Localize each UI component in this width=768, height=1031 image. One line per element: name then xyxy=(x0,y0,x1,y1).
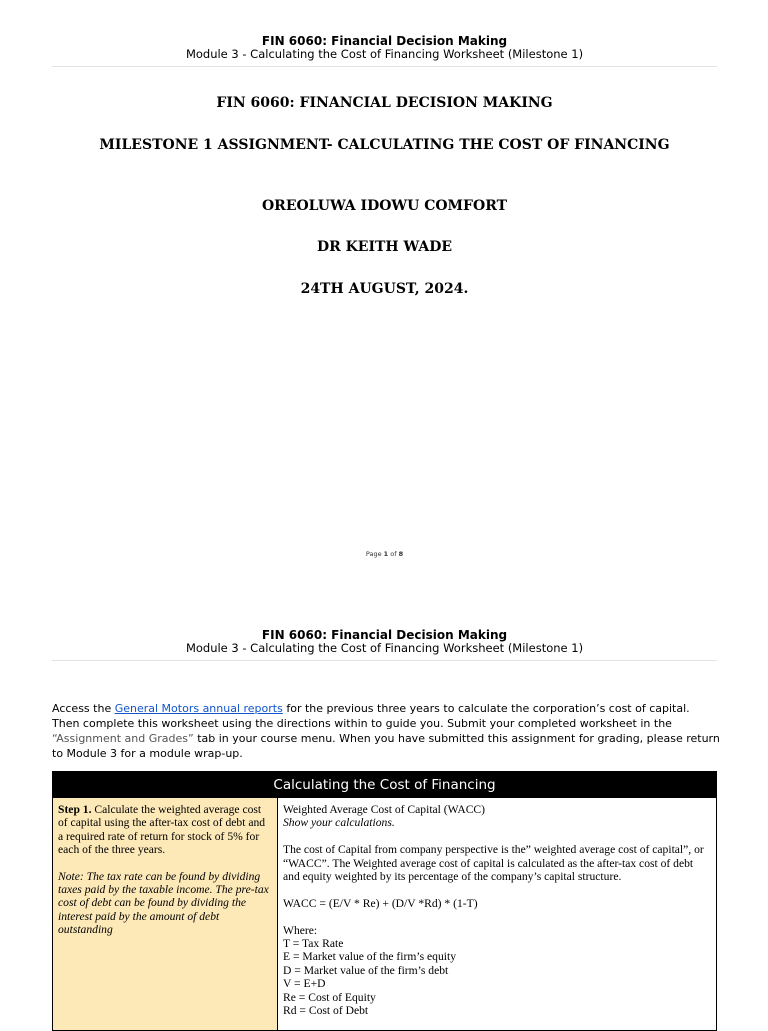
header-title: FIN 6060: Financial Decision Making xyxy=(261,628,508,642)
definition-item: E = Market value of the firm’s equity xyxy=(283,950,456,964)
step-1-note-text: Note: The tax rate can be found by dividing taxes paid by the taxable income. The pre-tax cost of debt can be found by dividing the interest paid by the amount of debt outstanding xyxy=(58,869,269,937)
definition-item: T = Tax Rate xyxy=(283,937,344,951)
header-divider xyxy=(52,66,717,67)
cover-course-title: FIN 6060: FINANCIAL DECISION MAKING xyxy=(216,95,553,111)
step-1-text: Calculate the weighted average cost of capital using the after-tax cost of debt and a required rate of return for stock of 5% for each of the three years. xyxy=(58,803,266,857)
cover-author-name: OREOLUWA IDOWU COMFORT xyxy=(261,198,507,214)
step-instruction-cell xyxy=(53,798,278,1031)
page-number-prefix: Page xyxy=(365,550,384,558)
assignment-grades-tab-name: “Assignment and Grades” xyxy=(52,732,194,745)
intro-text-middle: for the previous three years to calculate the corporation’s cost of capital. Then complete this worksheet using the directions within to guide you. Submit your completed worksheet in the xyxy=(52,702,690,730)
step-1-instruction xyxy=(58,803,272,857)
gm-annual-reports-link[interactable]: General Motors annual reports xyxy=(114,702,283,715)
intro-text-start: Access the xyxy=(52,702,115,715)
show-calculations-text: Show your calculations. xyxy=(283,816,395,830)
cover-date: 24TH AUGUST, 2024. xyxy=(300,281,469,297)
show-calculations-prompt xyxy=(283,816,711,829)
definition-item: Re = Cost of Equity xyxy=(283,990,376,1004)
table-row xyxy=(53,798,716,1031)
header-subtitle: Module 3 - Calculating the Cost of Financing Worksheet (Milestone 1) xyxy=(185,641,584,655)
where-label: Where: xyxy=(283,923,318,937)
definition-item: Rd = Cost of Debt xyxy=(283,1004,369,1018)
wacc-explanation: The cost of Capital from company perspective is the” weighted average cost of capital”, or “WACC”. The Weighted average cost of capital is calculated as the after-tax cost of debt and equity weighted by its percentage of the company’s capital structure. xyxy=(283,843,704,884)
cover-assignment-title: MILESTONE 1 ASSIGNMENT- CALCULATING THE COST OF FINANCING xyxy=(99,137,670,153)
spacer xyxy=(283,883,711,896)
spacer xyxy=(283,830,711,843)
definition-item: D = Market value of the firm’s debt xyxy=(283,963,449,977)
definition-item: V = E+D xyxy=(283,977,326,991)
step-1-note xyxy=(58,870,272,937)
wacc-formula: WACC = (E/V * Re) + (D/V *Rd) * (1-T) xyxy=(283,896,478,910)
header-title: FIN 6060: Financial Decision Making xyxy=(261,34,508,48)
page-number-total: 8 xyxy=(398,550,404,558)
step-1-label: Step 1. xyxy=(58,803,92,816)
page-header xyxy=(52,628,717,661)
page-number-of: of xyxy=(388,550,399,558)
intro-text-end: tab in your course menu. When you have submitted this assignment for grading, please return to Module 3 for a module wrap-up. xyxy=(52,732,720,760)
table-title: Calculating the Cost of Financing xyxy=(53,772,716,798)
worksheet-table xyxy=(52,771,717,1031)
page-number xyxy=(52,550,717,558)
page-number-current: 1 xyxy=(383,550,389,558)
header-divider xyxy=(52,660,717,661)
cover-instructor-name: DR KEITH WADE xyxy=(316,239,453,255)
page-header xyxy=(52,34,717,67)
answer-cell[interactable] xyxy=(278,798,716,1031)
answer-heading: Weighted Average Cost of Capital (WACC) xyxy=(283,803,486,816)
spacer xyxy=(283,910,711,923)
header-subtitle: Module 3 - Calculating the Cost of Financing Worksheet (Milestone 1) xyxy=(185,47,584,61)
instructions-paragraph xyxy=(52,701,720,761)
